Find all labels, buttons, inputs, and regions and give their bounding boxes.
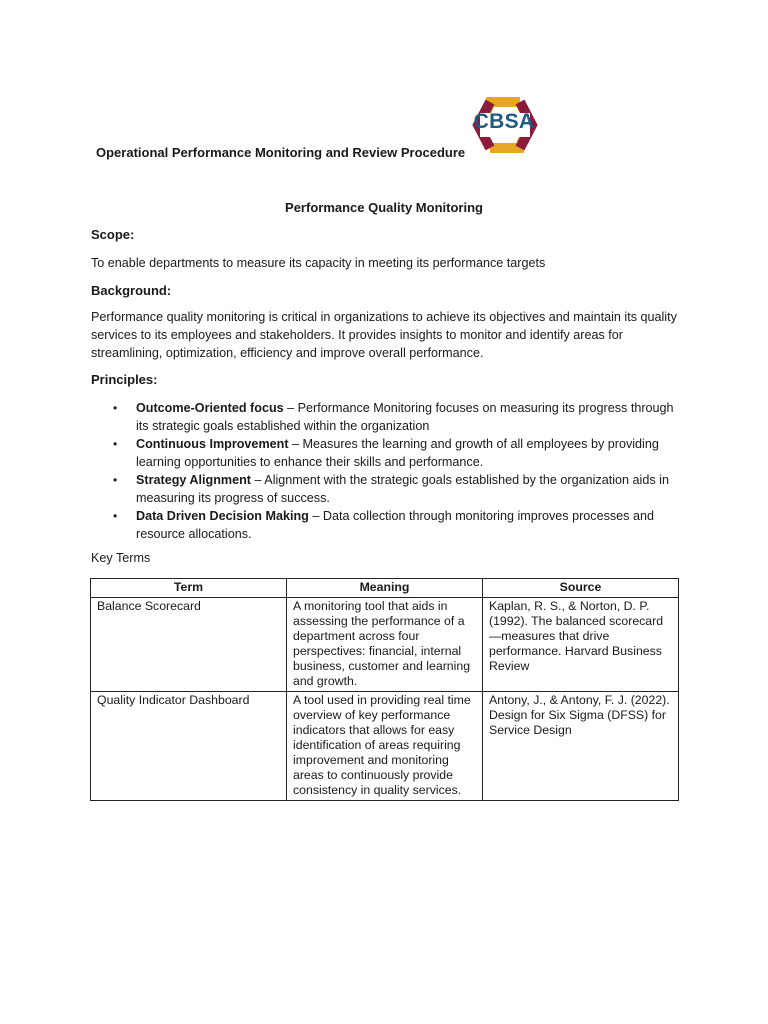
table-row xyxy=(91,692,679,801)
table-header-row xyxy=(91,579,679,598)
principle-text: – Performance Monitoring focuses on measuring its progress through its strategic goals established within the organization xyxy=(136,401,674,433)
cell-source: Antony, J., & Antony, F. J. (2022). Design for Six Sigma (DFSS) for Service Design xyxy=(483,692,679,801)
table-row xyxy=(91,598,679,692)
principle-term: Data Driven Decision Making xyxy=(136,509,309,523)
header-term: Term xyxy=(91,579,287,598)
document-title: Operational Performance Monitoring and Review Procedure xyxy=(96,145,466,160)
cell-meaning: A tool used in providing real time overview of key performance indicators that allows for easy identification of areas requiring improvement and monitoring areas to continuously provide consistency in quality services. xyxy=(287,692,483,801)
list-item xyxy=(91,508,681,543)
principle-text: – Measures the learning and growth of all employees by providing learning opportunities to enhance their skills and performance. xyxy=(136,437,659,469)
section-title: Performance Quality Monitoring xyxy=(285,200,483,215)
principle-term: Continuous Improvement xyxy=(136,437,289,451)
list-item xyxy=(91,436,681,471)
principle-text: – Alignment with the strategic goals established by the organization aids in measuring its progress of success. xyxy=(136,473,669,505)
list-item xyxy=(91,472,681,507)
scope-text: To enable departments to measure its capacity in meeting its performance targets xyxy=(91,256,546,270)
header-meaning: Meaning xyxy=(287,579,483,598)
scope-heading: Scope: xyxy=(91,227,135,242)
cell-source: Kaplan, R. S., & Norton, D. P. (1992). The balanced scorecard—measures that drive performance. Harvard Business Review xyxy=(483,598,679,692)
principle-term: Outcome-Oriented focus xyxy=(136,401,284,415)
principles-heading: Principles: xyxy=(91,372,158,387)
key-terms-label: Key Terms xyxy=(91,551,151,565)
logo-text: CBSA xyxy=(473,110,535,133)
bullet-icon: • xyxy=(113,401,118,415)
principle-term: Strategy Alignment xyxy=(136,473,251,487)
cbsa-logo xyxy=(466,92,542,158)
cell-meaning: A monitoring tool that aids in assessing the performance of a department across four perspectives: financial, internal business, customer and learning and growth. xyxy=(287,598,483,692)
key-terms-table xyxy=(90,578,679,801)
bullet-icon: • xyxy=(113,509,118,523)
principle-text: – Data collection through monitoring improves processes and resource allocations. xyxy=(136,509,654,541)
background-heading: Background: xyxy=(91,283,172,298)
bullet-icon: • xyxy=(113,473,118,487)
bullet-icon: • xyxy=(113,437,118,451)
principles-list xyxy=(91,400,681,544)
cell-term: Quality Indicator Dashboard xyxy=(91,692,287,801)
header-source: Source xyxy=(483,579,679,598)
background-text: Performance quality monitoring is critical in organizations to achieve its objectives and maintain its quality services to its employees and stakeholders. It provides insights to monitor and identify areas for streamlining, optimization, efficiency and improve overall performance. xyxy=(91,310,677,360)
list-item xyxy=(91,400,681,435)
cell-term: Balance Scorecard xyxy=(91,598,287,692)
